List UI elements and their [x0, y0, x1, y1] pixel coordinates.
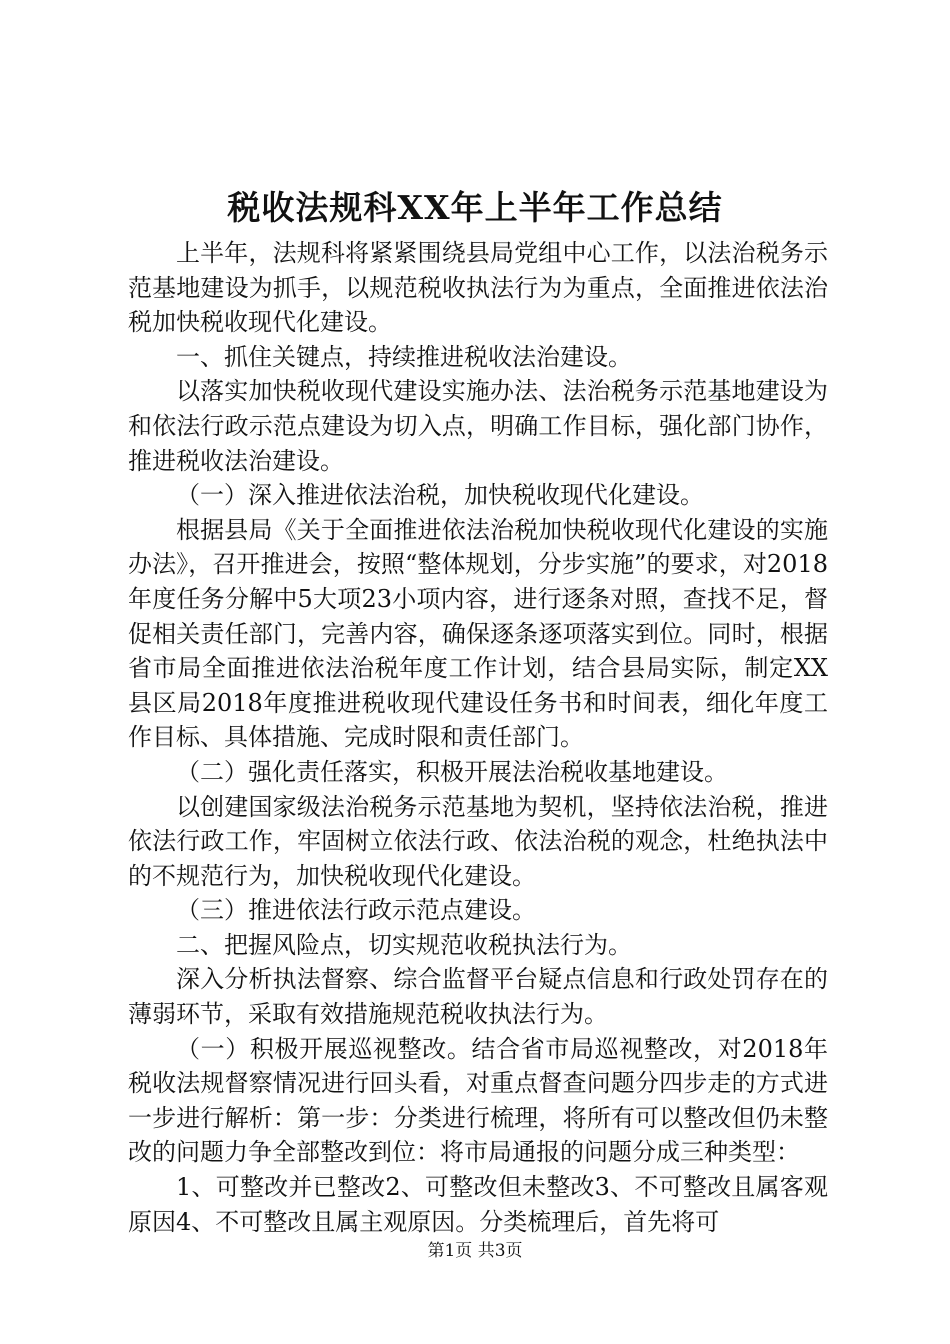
paragraph-section-2: 深入分析执法督察、综合监督平台疑点信息和行政处罚存在的薄弱环节，采取有效措施规范税收执法行为。: [128, 965, 828, 1029]
document-body: [128, 236, 828, 1239]
subsection-heading-1-3: （三）推进依法行政示范点建设。: [176, 896, 536, 925]
document-title: 税收法规科XX年上半年工作总结: [227, 188, 723, 227]
paragraph-intro: 上半年，法规科将紧紧围绕县局党组中心工作，以法治税务示范基地建设为抓手，以规范税收执法行为为重点，全面推进依法治税加快税收现代化建设。: [128, 239, 828, 337]
paragraph-list-types: 1、可整改并已整改2、可整改但未整改3、不可整改且属客观原因4、不可整改且属主观原因。分类梳理后，首先将可: [128, 1173, 828, 1236]
section-heading-1: 一、抓住关键点，持续推进税收法治建设。: [176, 342, 632, 371]
paragraph-subsection-2-1: （一）积极开展巡视整改。结合省市局巡视整改，对2018年税收法规督察情况进行回头看，对重点督查问题分四步走的方式进一步进行解析：第一步：分类进行梳理，将所有可以整改但仍未整改的问题力争全部整改到位：将市局通报的问题分成三种类型：: [128, 1034, 828, 1167]
section-heading-2: 二、把握风险点，切实规范收税执法行为。: [176, 930, 632, 959]
paragraph-section-1: 以落实加快税收现代建设实施办法、法治税务示范基地建设为和依法行政示范点建设为切入点，明确工作目标，强化部门协作，推进税收法治建设。: [128, 377, 828, 475]
subsection-heading-1-2: （二）强化责任落实，积极开展法治税收基地建设。: [176, 757, 728, 786]
paragraph-subsection-1-2: 以创建国家级法治税务示范基地为契机，坚持依法治税，推进依法行政工作，牢固树立依法行政、依法治税的观念，杜绝执法中的不规范行为，加快税收现代化建设。: [128, 792, 828, 890]
page-number-footer: 第1页 共3页: [427, 1241, 523, 1261]
paragraph-subsection-1-1: 根据县局《关于全面推进依法治税加快税收现代化建设的实施办法》，召开推进会，按照“整体规划，分步实施”的要求，对2018年度任务分解中5大项23小项内容，进行逐条对照，查找不足，督促相关责任部门，完善内容，确保逐条逐项落实到位。同时，根据省市局全面推进依法治税年度工作计划，结合县局实际，制定XX县区局2018年度推进税收现代建设任务书和时间表，细化年度工作目标、具体措施、完成时限和责任部门。: [128, 515, 828, 752]
subsection-heading-1-1: （一）深入推进依法治税，加快税收现代化建设。: [176, 481, 704, 510]
